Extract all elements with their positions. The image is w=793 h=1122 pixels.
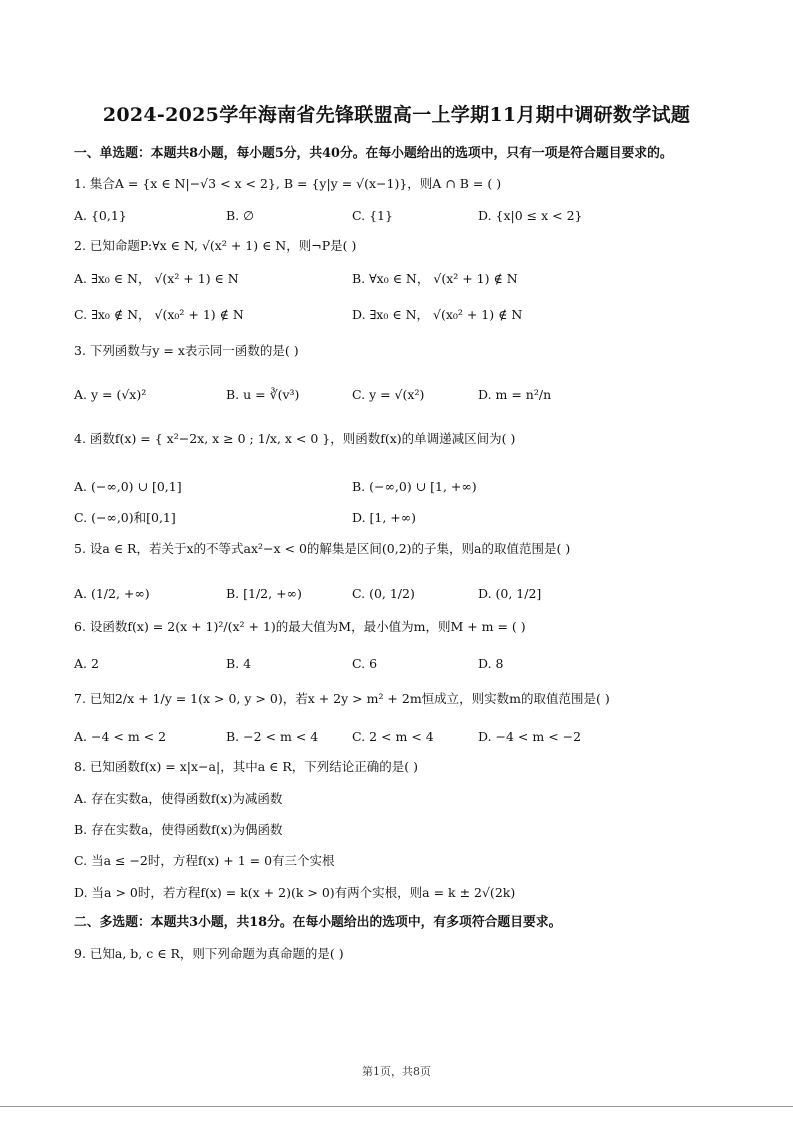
question-option: A. 存在实数a，使得函数f(x)为减函数	[74, 791, 283, 806]
question-option: A. −4 < m < 2	[74, 729, 167, 744]
question-option: D. ∃x₀ ∈ N， √(x₀² + 1) ∉ N	[352, 307, 523, 322]
question-option: D. m = n²/n	[478, 387, 552, 402]
question-stem: 2. 已知命题P:∀x ∈ N, √(x² + 1) ∈ N，则¬P是( )	[74, 238, 357, 253]
question-option: D. {x|0 ≤ x < 2}	[478, 208, 583, 223]
question-option: B. ∅	[226, 208, 255, 223]
question-option: C. (0, 1/2)	[352, 586, 415, 601]
section-heading-multi-choice: 二、多选题：本题共3小题，共18分。在每小题给出的选项中，有多项符合题目要求。	[74, 915, 562, 930]
page-title: 2024-2025学年海南省先锋联盟高一上学期11月期中调研数学试题	[102, 104, 691, 126]
question-option: C. 6	[352, 656, 378, 671]
question-stem: 6. 设函数f(x) = 2(x + 1)²/(x² + 1)的最大值为M，最小值为m，则M + m = ( )	[74, 619, 526, 634]
question-option: D. [1, +∞)	[352, 510, 417, 525]
question-option: B. (−∞,0) ∪ [1, +∞)	[352, 479, 477, 494]
question-stem: 1. 集合A = {x ∈ N|−√3 < x < 2}, B = {y|y = √(x−1)}，则A ∩ B = ( )	[74, 176, 502, 191]
question-option: C. 当a ≤ −2时，方程f(x) + 1 = 0有三个实根	[74, 853, 335, 868]
question-option: C. 2 < m < 4	[352, 729, 434, 744]
question-option: B. ∀x₀ ∈ N， √(x² + 1) ∉ N	[352, 271, 518, 286]
question-stem: 7. 已知2/x + 1/y = 1(x > 0, y > 0)，若x + 2y > m² + 2m恒成立，则实数m的取值范围是( )	[74, 691, 610, 706]
question-option: B. 存在实数a，使得函数f(x)为偶函数	[74, 822, 283, 837]
section-heading-single-choice: 一、单选题：本题共8小题，每小题5分，共40分。在每小题给出的选项中，只有一项是符合题目要求的。	[74, 146, 673, 161]
question-option: B. 4	[226, 656, 252, 671]
question-option: A. (−∞,0) ∪ [0,1]	[74, 479, 182, 494]
question-option: C. (−∞,0)和[0,1]	[74, 510, 176, 525]
question-option: B. [1/2, +∞)	[226, 586, 302, 601]
question-stem: 9. 已知a, b, c ∈ R，则下列命题为真命题的是( )	[74, 946, 344, 961]
question-stem: 5. 设a ∈ R，若关于x的不等式ax²−x < 0的解集是区间(0,2)的子集，则a的取值范围是( )	[74, 541, 571, 556]
question-stem: 4. 函数f(x) = { x²−2x, x ≥ 0 ; 1/x, x < 0 }，则函数f(x)的单调递减区间为( )	[74, 431, 516, 446]
question-option: A. ∃x₀ ∈ N， √(x² + 1) ∈ N	[74, 271, 239, 286]
question-option: C. ∃x₀ ∉ N， √(x₀² + 1) ∉ N	[74, 307, 244, 322]
question-stem: 3. 下列函数与y = x表示同一函数的是( )	[74, 343, 299, 358]
question-option: A. y = (√x)²	[74, 387, 147, 402]
question-option: A. {0,1}	[74, 208, 127, 223]
page-footer: 第1页，共8页	[362, 1065, 431, 1078]
divider	[0, 1106, 793, 1107]
question-option: B. u = ∛(v³)	[226, 387, 300, 402]
question-stem: 8. 已知函数f(x) = x|x−a|，其中a ∈ R，下列结论正确的是( )	[74, 759, 418, 774]
question-option: D. 当a > 0时，若方程f(x) = k(x + 2)(k > 0)有两个实根，则a = k ± 2√(2k)	[74, 885, 516, 900]
question-option: A. (1/2, +∞)	[74, 586, 150, 601]
question-option: A. 2	[74, 656, 99, 671]
question-option: B. −2 < m < 4	[226, 729, 319, 744]
question-option: D. (0, 1/2]	[478, 586, 542, 601]
question-option: D. −4 < m < −2	[478, 729, 582, 744]
question-option: C. y = √(x²)	[352, 387, 425, 402]
question-option: D. 8	[478, 656, 504, 671]
question-option: C. {1}	[352, 208, 393, 223]
